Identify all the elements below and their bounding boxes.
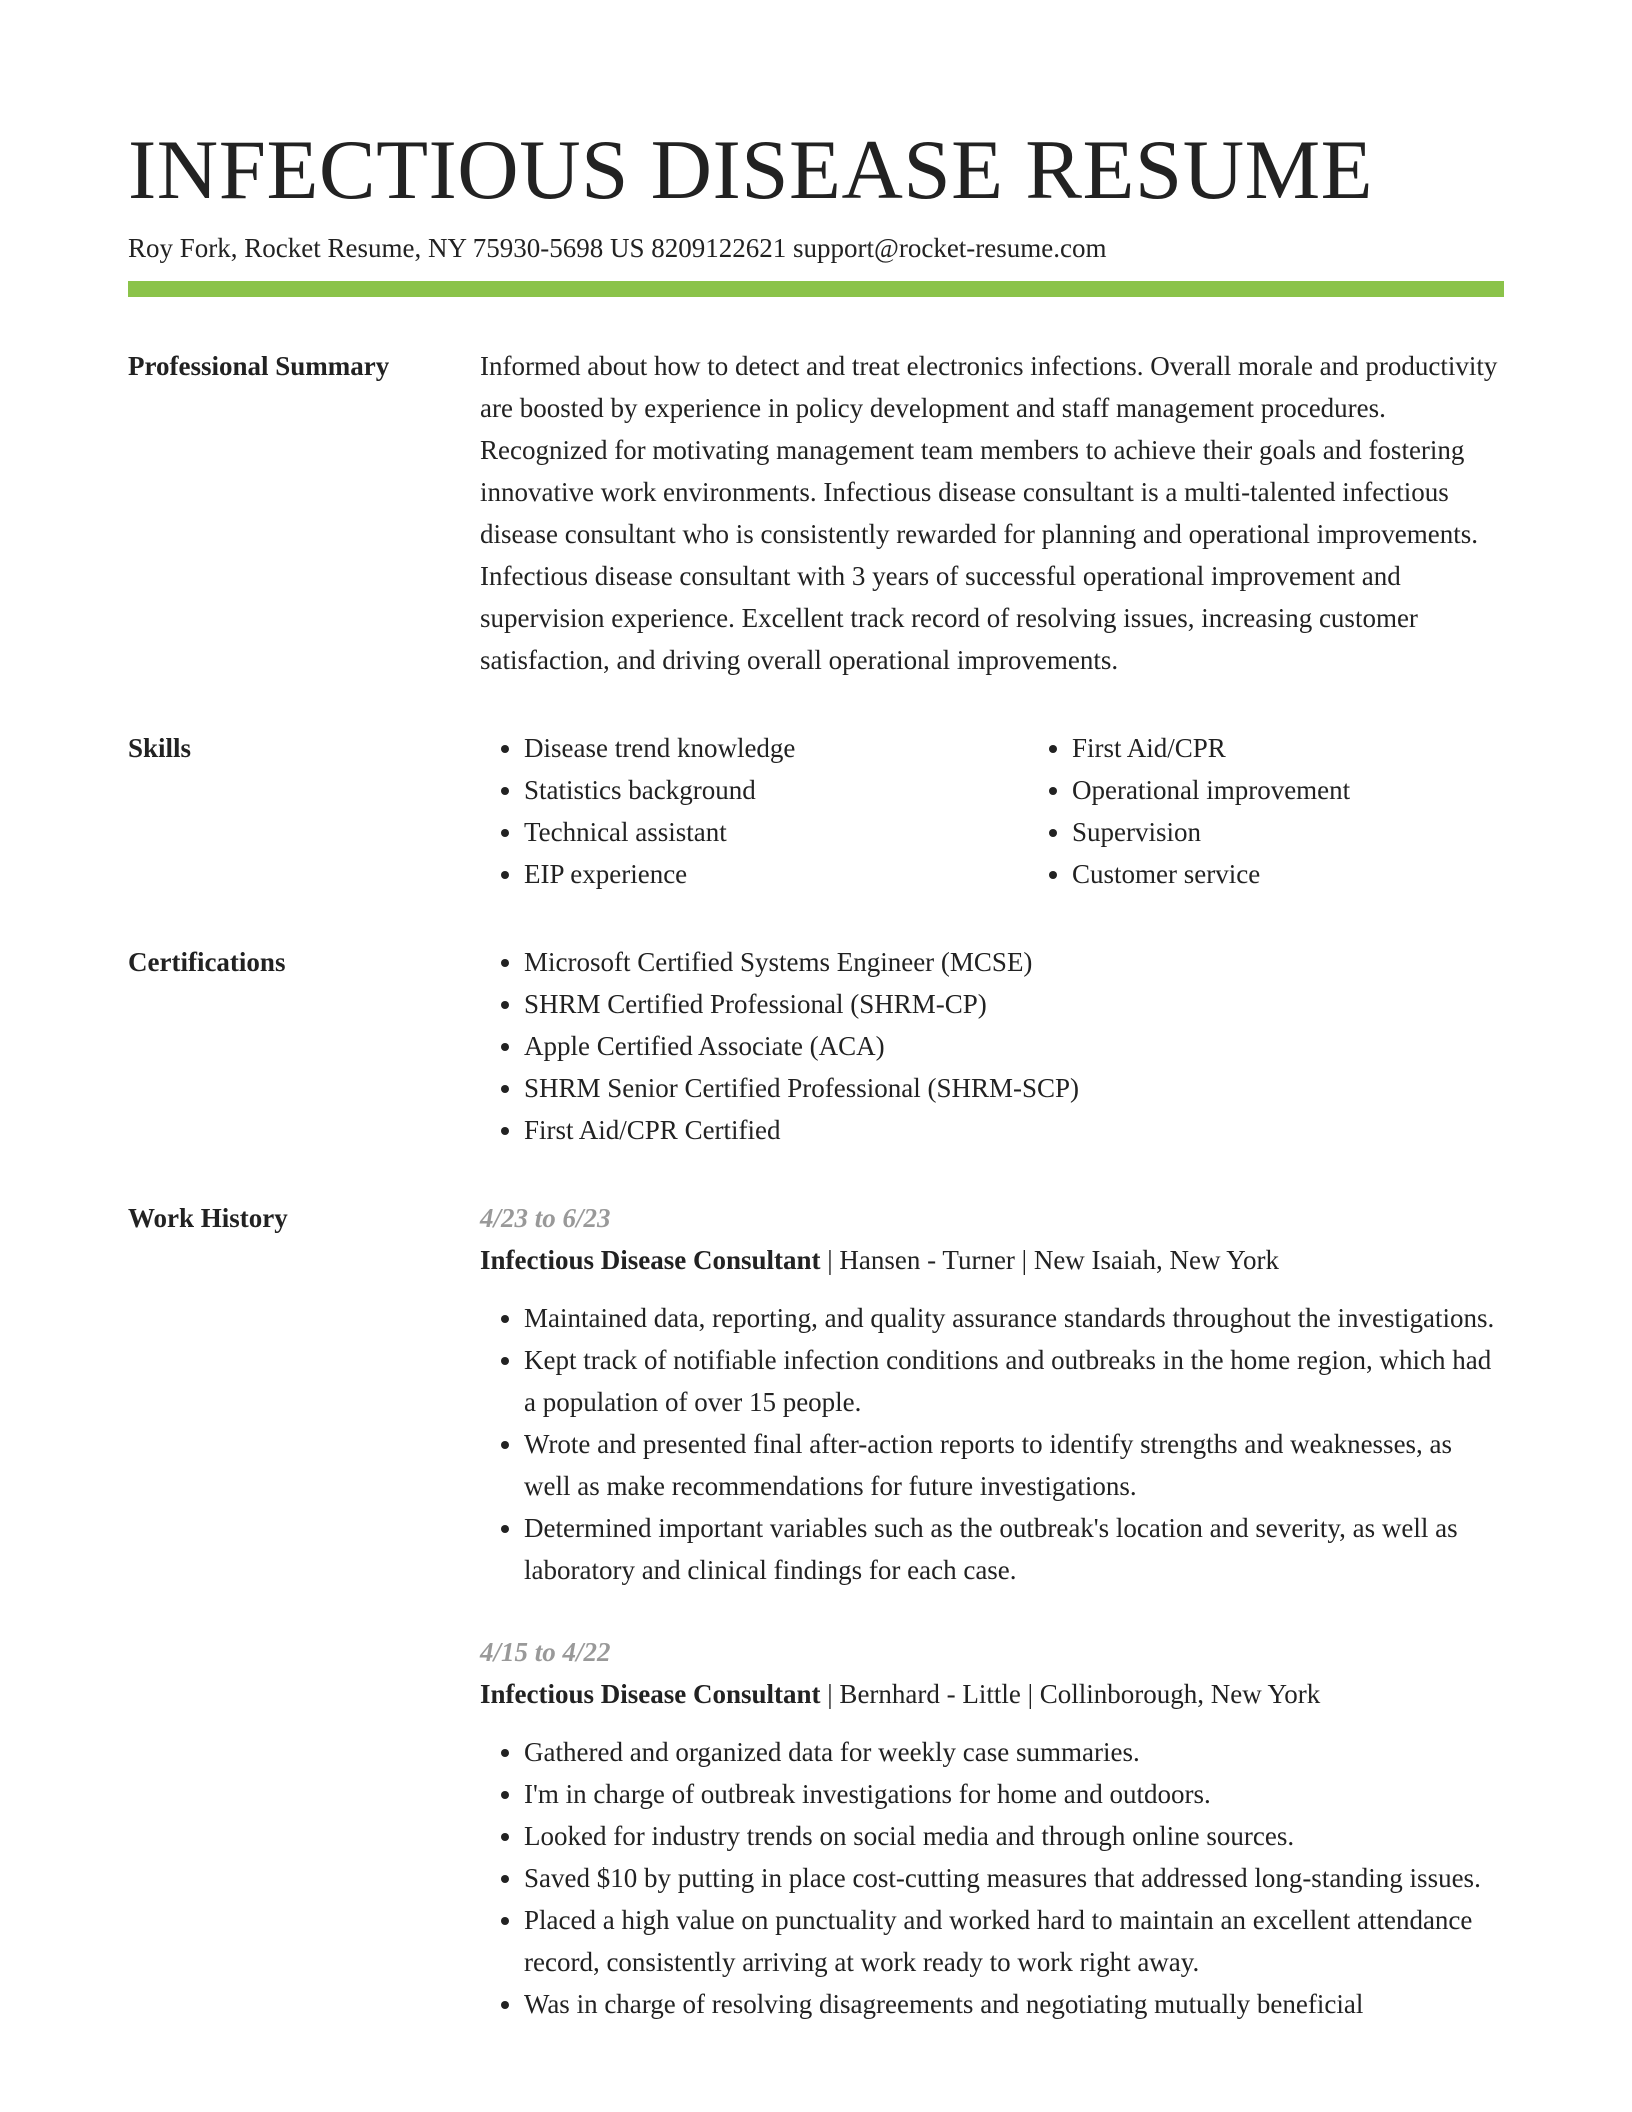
skill-item: • Customer service xyxy=(1072,853,1576,895)
skill-item: • Technical assistant xyxy=(524,811,1028,853)
contact-line: Roy Fork, Rocket Resume, NY 75930-5698 US 8209122621 support@rocket-resume.com xyxy=(128,233,1107,263)
job-bullet: • Gathered and organized data for weekly case summaries. xyxy=(524,1731,1504,1773)
resume-page xyxy=(128,0,1504,2065)
job-bullet: • Kept track of notifiable infection conditions and outbreaks in the home region, which had a population of over 15 people. xyxy=(524,1339,1504,1423)
job-bullet: • Looked for industry trends on social media and through online sources. xyxy=(524,1815,1504,1857)
summary-section xyxy=(128,345,1504,681)
certification-item: • Apple Certified Associate (ACA) xyxy=(524,1025,1504,1067)
skill-item: • First Aid/CPR xyxy=(1072,727,1576,769)
accent-divider xyxy=(128,281,1504,297)
job-dates: 4/23 to 6/23 xyxy=(480,1203,611,1233)
job-bullet: • I'm in charge of outbreak investigations for home and outdoors. xyxy=(524,1773,1504,1815)
job-entry xyxy=(480,1631,1504,2025)
skill-item: • EIP experience xyxy=(524,853,1028,895)
job-details: | Hansen - Turner | New Isaiah, New York xyxy=(827,1245,1280,1275)
job-entry xyxy=(480,1197,1504,1591)
skill-item: • Supervision xyxy=(1072,811,1576,853)
skills-list-left xyxy=(480,727,1028,895)
section-label-summary: Professional Summary xyxy=(128,351,390,381)
job-bullet: • Placed a high value on punctuality and worked hard to maintain an excellent attendance record, consistently arriving at work ready to work right away. xyxy=(524,1899,1504,1983)
section-label-work-history: Work History xyxy=(128,1203,288,1233)
certification-item: • Microsoft Certified Systems Engineer (MCSE) xyxy=(524,941,1504,983)
resume-title: INFECTIOUS DISEASE RESUME xyxy=(128,123,1374,217)
summary-text: Informed about how to detect and treat electronics infections. Overall morale and productivity are boosted by experience in policy development and staff management procedures. Recognized for motivating management team members to achieve their goals and fostering innovative work environments. Infectious disease consultant is a multi-talented infectious disease consultant who is consistently rewarded for planning and operational improvements. Infectious disease consultant with 3 years of successful operational improvement and supervision experience. Excellent track record of resolving issues, increasing customer satisfaction, and driving overall operational improvements. xyxy=(480,351,1498,675)
certification-item: • SHRM Senior Certified Professional (SHRM-SCP) xyxy=(524,1067,1504,1109)
skill-item: • Statistics background xyxy=(524,769,1028,811)
job-bullets xyxy=(480,1297,1504,1591)
job-bullet: • Saved $10 by putting in place cost-cutting measures that addressed long-standing issues. xyxy=(524,1857,1504,1899)
job-bullet: • Was in charge of resolving disagreements and negotiating mutually beneficial xyxy=(524,1983,1504,2025)
section-label-skills: Skills xyxy=(128,733,192,763)
job-bullet: • Wrote and presented final after-action reports to identify strengths and weaknesses, as well as make recommendations for future investigations. xyxy=(524,1423,1504,1507)
job-dates: 4/15 to 4/22 xyxy=(480,1637,611,1667)
certification-item: • SHRM Certified Professional (SHRM-CP) xyxy=(524,983,1504,1025)
certifications-list xyxy=(480,941,1504,1151)
skill-item: • Operational improvement xyxy=(1072,769,1576,811)
job-bullets xyxy=(480,1731,1504,2025)
job-title: Infectious Disease Consultant xyxy=(480,1679,821,1709)
job-title: Infectious Disease Consultant xyxy=(480,1245,821,1275)
job-bullet: • Determined important variables such as the outbreak's location and severity, as well as laboratory and clinical findings for each case. xyxy=(524,1507,1504,1591)
skill-item: • Disease trend knowledge xyxy=(524,727,1028,769)
job-bullet: • Maintained data, reporting, and quality assurance standards throughout the investigations. xyxy=(524,1297,1504,1339)
certification-item: • First Aid/CPR Certified xyxy=(524,1109,1504,1151)
certifications-section xyxy=(128,941,1504,1151)
skills-section xyxy=(128,727,1504,895)
job-details: | Bernhard - Little | Collinborough, New York xyxy=(827,1679,1321,1709)
section-label-certifications: Certifications xyxy=(128,947,286,977)
skills-list-right xyxy=(1028,727,1576,895)
work-history-section xyxy=(128,1197,1504,2065)
